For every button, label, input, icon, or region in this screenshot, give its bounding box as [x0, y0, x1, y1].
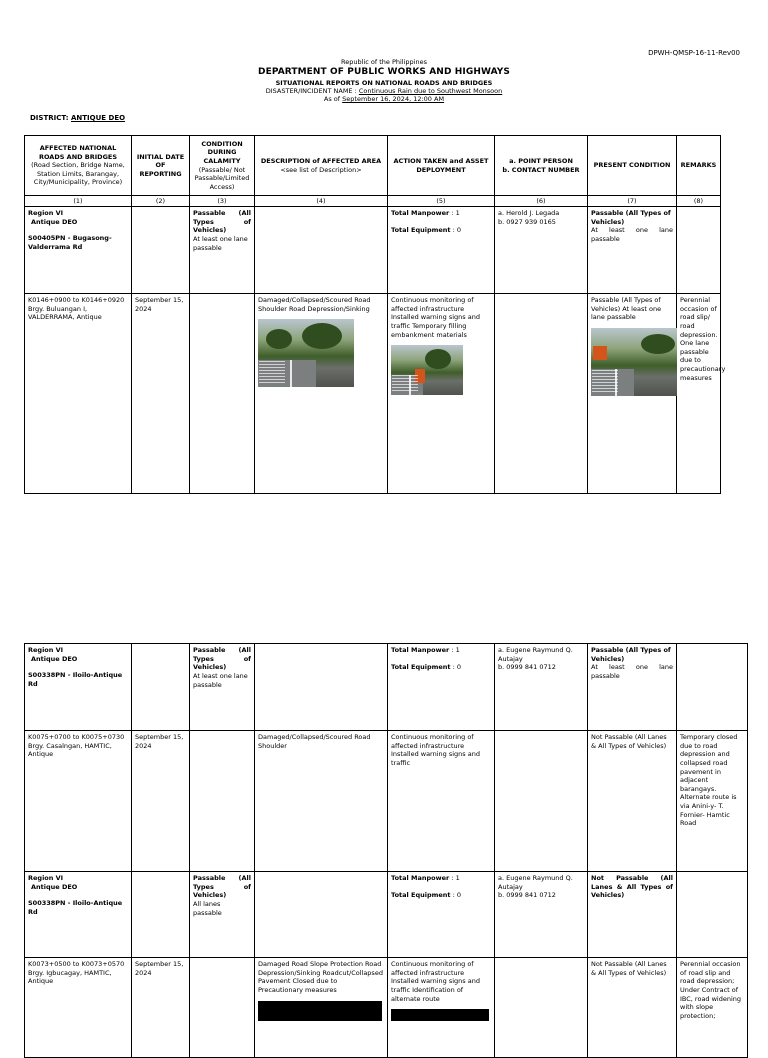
- road-group-row: [25, 207, 721, 294]
- equipment-value: : 0: [452, 662, 462, 671]
- description-detail: [255, 958, 388, 1058]
- action-cell: [388, 644, 495, 731]
- remarks-detail: Perennial occasion of road slip/ road depression. One lane passable due to precautionary measures: [677, 294, 721, 494]
- office: Antique DEO: [31, 654, 78, 663]
- person-cell: [495, 872, 588, 958]
- col-condition-sub: (Passable/ Not Passable/Limited Access): [194, 165, 250, 191]
- column-number: (2): [132, 196, 190, 207]
- condition-cell: [190, 207, 255, 294]
- office: Antique DEO: [31, 882, 78, 891]
- point-person: a. Eugene Raymund Q. Autajay: [498, 874, 573, 891]
- col-affected-roads-sub: (Road Section, Bridge Name, Station Limits, Barangay, City/Municipality, Province): [31, 161, 125, 187]
- person-detail: [495, 958, 588, 1058]
- reporting-date: September 15, 2024: [132, 294, 190, 494]
- district-label: DISTRICT:: [30, 114, 69, 122]
- republic-label: Republic of the Philippines: [341, 58, 427, 66]
- department-title: DEPARTMENT OF PUBLIC WORKS AND HIGHWAYS: [258, 67, 510, 77]
- action-text: Continuous monitoring of affected infrastructure Installed warning signs and traffic Identification of alternate route: [391, 960, 480, 1003]
- as-of-line: [0, 95, 768, 103]
- description-cell: [255, 207, 388, 294]
- col-description-title: DESCRIPTION of AFFECTED AREA: [260, 156, 382, 165]
- description-detail: [255, 294, 388, 494]
- road-group-row: [25, 644, 748, 731]
- action-cell: [388, 872, 495, 958]
- col-point-person-a: a. POINT PERSON: [509, 156, 573, 165]
- col-condition: [190, 136, 255, 196]
- person-cell: [495, 644, 588, 731]
- equipment-value: : 0: [452, 890, 462, 899]
- condition-cell: [190, 872, 255, 958]
- road-name: S00338PN - Iloilo-Antique Rd: [28, 671, 123, 688]
- remarks-cell: [677, 872, 748, 958]
- region: Region VI: [28, 209, 64, 217]
- col-action-taken: ACTION TAKEN and ASSET DEPLOYMENT: [388, 136, 495, 196]
- action-detail: Continuous monitoring of affected infrastructure Installed warning signs and traffic: [388, 731, 495, 872]
- col-present-condition: PRESENT CONDITION: [588, 136, 677, 196]
- manpower-value: : 1: [451, 874, 460, 882]
- action-detail: [388, 958, 495, 1058]
- col-remarks: REMARKS: [677, 136, 721, 196]
- point-person: a. Herold J. Legada: [498, 209, 560, 217]
- col-description-sub: <see list of Description>: [280, 165, 362, 174]
- present-detail: Not Passable (All Lanes & All Types of Vehicles): [588, 731, 677, 872]
- remarks-cell: [677, 207, 721, 294]
- present-status: Passable (All Types of Vehicles): [591, 209, 671, 226]
- road-cell: [25, 872, 132, 958]
- manpower-label: Total Manpower: [391, 209, 450, 217]
- contact-number: b. 0999 841 0712: [498, 663, 556, 672]
- column-number: (5): [388, 196, 495, 207]
- column-number: (6): [495, 196, 588, 207]
- present-detail-text: Passable (All Types of Vehicles) At least one lane passable: [591, 296, 662, 322]
- condition-detail: [190, 731, 255, 872]
- present-condition-cell: [588, 207, 677, 294]
- station-section: K0146+0900 to K0146+0920 Brgy. Buluangan I, VALDERRAMA, Antique: [25, 294, 132, 494]
- manpower-value: : 1: [451, 209, 460, 217]
- section-detail-row: [25, 294, 721, 494]
- disaster-line: [0, 87, 768, 95]
- column-number: (3): [190, 196, 255, 207]
- column-number-row: [25, 196, 721, 207]
- condition-detail: [190, 294, 255, 494]
- col-initial-date: INITIAL DATE OF REPORTING: [132, 136, 190, 196]
- description-text: Damaged/Collapsed/Scoured Road Shoulder Road Depression/Sinking: [258, 296, 371, 313]
- date-cell: [132, 207, 190, 294]
- column-number: (7): [588, 196, 677, 207]
- redacted-photo: [258, 1001, 382, 1021]
- date-cell: [132, 644, 190, 731]
- disaster-name: Continuous Rain due to Southwest Monsoon: [358, 87, 503, 95]
- section-detail-row: [25, 731, 748, 872]
- col-condition-title: CONDITION DURING CALAMITY: [201, 139, 243, 165]
- road-cell: [25, 207, 132, 294]
- manpower-label: Total Manpower: [391, 646, 450, 654]
- as-of-prefix: As of: [323, 95, 343, 103]
- description-detail: Damaged/Collapsed/Scoured Road Shoulder: [255, 731, 388, 872]
- section-detail-row: [25, 958, 748, 1058]
- header-row: [25, 136, 721, 196]
- action-detail: [388, 294, 495, 494]
- report-title: SITUATIONAL REPORTS ON NATIONAL ROADS AND BRIDGES: [275, 79, 493, 87]
- damage-photo: [258, 319, 354, 387]
- contact-number: b. 0999 841 0712: [498, 891, 556, 900]
- date-cell: [132, 872, 190, 958]
- col-affected-roads-title: AFFECTED NATIONAL ROADS AND BRIDGES: [38, 143, 118, 161]
- action-text: Continuous monitoring of affected infrastructure Installed warning signs and traffic Temporary filling embankment materials: [391, 296, 480, 339]
- road-name: S00405PN - Bugasong-Valderrama Rd: [28, 234, 112, 251]
- road-cell: [25, 644, 132, 731]
- station-section: K0075+0700 to K0075+0730 Brgy. Casalngan, HAMTIC, Antique: [25, 731, 132, 872]
- remarks-cell: [677, 644, 748, 731]
- column-number: (8): [677, 196, 721, 207]
- action-cell: [388, 207, 495, 294]
- station-section: K0073+0500 to K0073+0570 Brgy. Igbucagay, HAMTIC, Antique: [25, 958, 132, 1058]
- document-code: DPWH-QMSP-16-11-Rev00: [648, 49, 740, 57]
- reporting-date: September 15, 2024: [132, 958, 190, 1058]
- disaster-prefix: DISASTER/INCIDENT NAME :: [265, 87, 359, 95]
- condition-note: All lanes passable: [193, 899, 222, 917]
- road-name: S00338PN - Iloilo-Antique Rd: [28, 899, 123, 916]
- office: Antique DEO: [31, 217, 78, 226]
- present-detail: [588, 294, 677, 494]
- region: Region VI: [28, 874, 64, 882]
- present-note: At least one lane passable: [591, 663, 673, 680]
- person-detail: [495, 294, 588, 494]
- manpower-value: : 1: [451, 646, 460, 654]
- condition-status: Passable (All Types of Vehicles): [193, 646, 251, 672]
- redacted-photo: [391, 1009, 489, 1021]
- road-group-row: [25, 872, 748, 958]
- equipment-label: Total Equipment: [391, 662, 451, 671]
- column-number: (1): [25, 196, 132, 207]
- point-person: a. Eugene Raymund Q. Autajay: [498, 646, 573, 663]
- equipment-value: : 0: [452, 225, 462, 234]
- report-table-1: [24, 135, 726, 494]
- district-value: ANTIQUE DEO: [71, 114, 126, 122]
- present-condition-cell: [588, 872, 677, 958]
- condition-note: At least one lane passable: [193, 234, 248, 252]
- reporting-date: September 15, 2024: [132, 731, 190, 872]
- district-line: [30, 114, 125, 122]
- condition-cell: [190, 644, 255, 731]
- present-status: Passable (All Types of Vehicles): [591, 646, 671, 663]
- description-text: Damaged Road Slope Protection Road Depression/Sinking Roadcut/Collapsed Pavement Closed due to Precautionary measures: [258, 960, 383, 994]
- condition-status: Passable (All Types of Vehicles): [193, 874, 251, 900]
- col-point-person: [495, 136, 588, 196]
- remarks-detail: Perennial occasion of road slip and road depression; Under Contract of IBC, road widening with slope protection;: [677, 958, 748, 1058]
- present-detail: Not Passable (All Lanes & All Types of Vehicles): [588, 958, 677, 1058]
- condition-note: At least one lane passable: [193, 671, 248, 689]
- condition-status: Passable (All Types of Vehicles): [193, 209, 251, 235]
- report-table-2: [24, 643, 748, 1058]
- present-note: At least one lane passable: [591, 226, 673, 243]
- description-cell: [255, 872, 388, 958]
- contact-number: b. 0927 939 0165: [498, 217, 556, 226]
- column-number: (4): [255, 196, 388, 207]
- action-photo: [391, 345, 463, 395]
- region: Region VI: [28, 646, 64, 654]
- equipment-label: Total Equipment: [391, 225, 451, 234]
- present-status: Not Passable (All Lanes & All Types of Vehicles): [591, 874, 673, 900]
- col-affected-roads: [25, 136, 132, 196]
- remarks-detail: Temporary closed due to road depression and collapsed road pavement in adjacent barangays. Alternate route is via Anini-y- T. Fornier- Hamtic Road: [677, 731, 748, 872]
- present-condition-cell: [588, 644, 677, 731]
- equipment-label: Total Equipment: [391, 890, 451, 899]
- description-cell: [255, 644, 388, 731]
- present-photo: [591, 328, 677, 396]
- condition-detail: [190, 958, 255, 1058]
- col-description: [255, 136, 388, 196]
- person-cell: [495, 207, 588, 294]
- as-of-date: September 16, 2024, 12:00 AM: [342, 95, 445, 103]
- person-detail: [495, 731, 588, 872]
- manpower-label: Total Manpower: [391, 874, 450, 882]
- col-point-person-b: b. CONTACT NUMBER: [502, 165, 580, 174]
